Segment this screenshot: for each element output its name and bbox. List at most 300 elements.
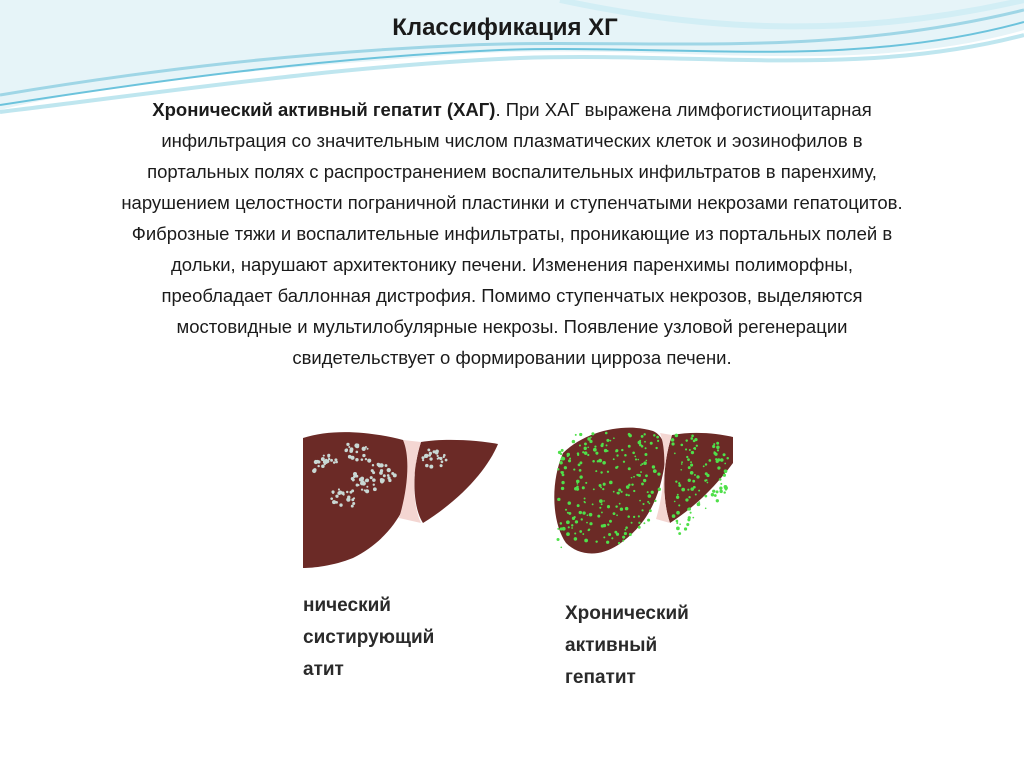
infiltrate-spot: [688, 466, 691, 469]
infiltrate-spot: [644, 441, 646, 443]
infiltrate-spot: [441, 460, 444, 463]
infiltrate-spot: [656, 436, 659, 439]
paragraph-line: мостовидные и мультилобулярные некрозы. Появление узловой регенерации: [176, 316, 848, 337]
infiltrate-spot: [587, 514, 589, 516]
infiltrate-spot: [600, 471, 602, 473]
infiltrate-spot: [604, 449, 608, 453]
infiltrate-spot: [690, 461, 692, 463]
infiltrate-spot: [613, 437, 615, 439]
infiltrate-spot: [562, 474, 565, 477]
infiltrate-spot: [330, 497, 333, 500]
infiltrate-spot: [355, 458, 358, 461]
infiltrate-spot: [572, 440, 575, 443]
infiltrate-spot: [678, 532, 681, 535]
infiltrate-spot: [597, 460, 599, 462]
infiltrate-spot: [339, 503, 342, 506]
infiltrate-spot: [353, 479, 355, 481]
infiltrate-spot: [641, 509, 643, 511]
infiltrate-spot: [613, 512, 616, 515]
infiltrate-spot: [606, 541, 609, 544]
infiltrate-spot: [606, 439, 609, 442]
infiltrate-spot: [675, 434, 679, 438]
infiltrate-spot: [387, 476, 390, 479]
infiltrate-spot: [595, 452, 598, 455]
paragraph-lead: Хронический активный гепатит (ХАГ): [152, 99, 496, 120]
infiltrate-spot: [630, 534, 632, 536]
infiltrate-spot: [681, 488, 685, 492]
infiltrate-spot: [557, 538, 560, 541]
infiltrate-spot: [714, 494, 717, 497]
infiltrate-spot: [609, 520, 612, 523]
infiltrate-spot: [562, 457, 566, 461]
infiltrate-spot: [631, 477, 633, 479]
infiltrate-spot: [649, 509, 652, 512]
infiltrate-spot: [638, 441, 642, 445]
infiltrate-spot: [565, 509, 567, 511]
infiltrate-spot: [584, 539, 588, 543]
infiltrate-spot: [605, 432, 608, 435]
infiltrate-spot: [616, 533, 619, 536]
paragraph-line: Фиброзные тяжи и воспалительные инфильтраты, проникающие из портальных полей в: [131, 223, 893, 244]
infiltrate-spot: [429, 452, 432, 455]
infiltrate-spot: [373, 487, 377, 491]
infiltrate-spot: [571, 527, 573, 529]
infiltrate-spot: [633, 476, 635, 478]
infiltrate-spot: [372, 464, 374, 466]
infiltrate-spot: [621, 449, 623, 451]
infiltrate-spot: [628, 494, 630, 496]
infiltrate-spot: [566, 532, 570, 536]
infiltrate-spot: [643, 461, 647, 465]
infiltrate-spot: [579, 444, 581, 446]
infiltrate-spot: [557, 499, 559, 501]
infiltrate-spot: [573, 468, 575, 470]
caption-line: систирующий: [303, 627, 435, 648]
infiltrate-spot: [332, 492, 334, 494]
infiltrate-spot: [566, 520, 570, 524]
infiltrate-spot: [559, 461, 563, 465]
infiltrate-spot: [348, 455, 352, 459]
infiltrate-spot: [686, 523, 689, 526]
infiltrate-spot: [595, 540, 597, 542]
infiltrate-spot: [440, 464, 443, 467]
infiltrate-spot: [647, 501, 649, 503]
infiltrate-spot: [679, 523, 681, 525]
infiltrate-spot: [687, 458, 690, 461]
infiltrate-spot: [657, 473, 660, 476]
infiltrate-spot: [674, 501, 676, 503]
infiltrate-spot: [603, 483, 606, 486]
infiltrate-spot: [627, 515, 630, 518]
infiltrate-spot: [647, 519, 650, 522]
infiltrate-spot: [690, 512, 692, 514]
infiltrate-spot: [691, 435, 694, 438]
infiltrate-spot: [341, 491, 345, 495]
infiltrate-spot: [594, 448, 597, 451]
infiltrate-spot: [637, 459, 639, 461]
infiltrate-spot: [716, 442, 719, 445]
infiltrate-spot: [606, 444, 608, 446]
infiltrate-spot: [569, 458, 571, 460]
infiltrate-spot: [607, 471, 609, 473]
infiltrate-spot: [560, 522, 563, 525]
infiltrate-spot: [685, 448, 687, 450]
infiltrate-spot: [567, 455, 569, 457]
infiltrate-spot: [373, 484, 375, 486]
infiltrate-spot: [713, 443, 715, 445]
infiltrate-spot: [633, 516, 635, 518]
infiltrate-spot: [676, 526, 680, 530]
infiltrate-spot: [317, 465, 319, 467]
infiltrate-spot: [568, 526, 570, 528]
infiltrate-spot: [615, 505, 617, 507]
infiltrate-spot: [557, 528, 559, 530]
infiltrate-spot: [698, 490, 700, 492]
caption-line: Хронический: [565, 603, 689, 624]
paragraph-line: свидетельствует о формировании цирроза печени.: [292, 347, 732, 368]
caption-line: нический: [303, 595, 391, 616]
infiltrate-spot: [346, 491, 348, 493]
infiltrate-spot: [620, 508, 623, 511]
infiltrate-spot: [643, 479, 646, 482]
infiltrate-spot: [585, 482, 587, 484]
infiltrate-spot: [380, 478, 384, 482]
infiltrate-spot: [314, 469, 317, 472]
infiltrate-spot: [365, 446, 367, 448]
infiltrate-spot: [623, 461, 625, 463]
infiltrate-spot: [657, 440, 659, 442]
infiltrate-spot: [703, 465, 705, 467]
liver-active-image: [548, 423, 733, 573]
infiltrate-spot: [618, 489, 621, 492]
infiltrate-spot: [364, 489, 366, 491]
infiltrate-spot: [615, 450, 617, 452]
infiltrate-spot: [365, 479, 369, 483]
infiltrate-spot: [589, 440, 592, 443]
infiltrate-spot: [723, 474, 726, 477]
infiltrate-spot: [624, 532, 627, 535]
paragraph-line: дольки, нарушают архитектонику печени. Изменения паренхимы полиморфны,: [171, 254, 853, 275]
infiltrate-spot: [379, 463, 383, 467]
infiltrate-spot: [603, 524, 606, 527]
infiltrate-spot: [355, 475, 358, 478]
infiltrate-spot: [361, 458, 364, 461]
infiltrate-spot: [681, 463, 683, 465]
infiltrate-spot: [676, 520, 679, 523]
infiltrate-spot: [579, 469, 582, 472]
infiltrate-spot: [568, 501, 572, 505]
infiltrate-spot: [603, 500, 605, 502]
infiltrate-spot: [593, 488, 595, 490]
infiltrate-spot: [571, 524, 573, 526]
infiltrate-spot: [567, 512, 569, 514]
infiltrate-spot: [337, 491, 341, 495]
infiltrate-spot: [592, 503, 594, 505]
infiltrate-spot: [625, 494, 627, 496]
infiltrate-spot: [654, 500, 656, 502]
infiltrate-spot: [723, 491, 725, 493]
infiltrate-spot: [366, 448, 368, 450]
infiltrate-spot: [688, 479, 691, 482]
infiltrate-spot: [648, 494, 652, 498]
infiltrate-spot: [644, 453, 647, 456]
infiltrate-spot: [617, 492, 620, 495]
infiltrate-spot: [394, 475, 396, 477]
infiltrate-spot: [725, 488, 727, 490]
infiltrate-spot: [711, 493, 714, 496]
caption-line: гепатит: [565, 667, 636, 688]
infiltrate-spot: [346, 497, 350, 501]
infiltrate-spot: [628, 484, 630, 486]
infiltrate-spot: [685, 439, 687, 441]
infiltrate-spot: [589, 522, 592, 525]
infiltrate-spot: [562, 471, 564, 473]
body-paragraph: [0, 94, 1024, 373]
infiltrate-spot: [619, 503, 621, 505]
infiltrate-spot: [717, 458, 720, 461]
infiltrate-spot: [694, 438, 697, 441]
infiltrate-spot: [716, 445, 720, 449]
infiltrate-spot: [599, 484, 602, 487]
infiltrate-spot: [713, 452, 716, 455]
infiltrate-spot: [655, 447, 657, 449]
infiltrate-spot: [616, 454, 618, 456]
infiltrate-spot: [609, 481, 613, 485]
infiltrate-spot: [424, 454, 428, 458]
infiltrate-spot: [564, 466, 567, 469]
infiltrate-spot: [443, 454, 446, 457]
infiltrate-spot: [690, 471, 694, 475]
infiltrate-spot: [628, 467, 631, 470]
infiltrate-spot: [352, 502, 355, 505]
infiltrate-spot: [613, 491, 615, 493]
infiltrate-spot: [696, 475, 699, 478]
paragraph-line: нарушением целостности пограничной пластинки и ступенчатыми некрозами гепатоцитов.: [121, 192, 903, 213]
caption-chronic-persistent: [303, 590, 434, 686]
infiltrate-spot: [602, 488, 604, 490]
infiltrate-spot: [621, 491, 623, 493]
infiltrate-spot: [387, 474, 390, 477]
infiltrate-spot: [681, 461, 683, 463]
infiltrate-spot: [726, 457, 728, 459]
infiltrate-spot: [680, 444, 683, 447]
infiltrate-spot: [582, 511, 585, 514]
infiltrate-spot: [371, 469, 374, 472]
infiltrate-spot: [631, 522, 633, 524]
infiltrate-spot: [601, 503, 603, 505]
infiltrate-spot: [362, 454, 365, 457]
caption-chronic-active: [565, 598, 689, 694]
infiltrate-spot: [582, 486, 585, 489]
infiltrate-spot: [691, 451, 694, 454]
infiltrate-spot: [607, 505, 610, 508]
infiltrate-spot: [613, 458, 615, 460]
infiltrate-spot: [365, 489, 369, 493]
infiltrate-spot: [649, 503, 651, 505]
infiltrate-spot: [584, 447, 587, 450]
infiltrate-spot: [631, 483, 633, 485]
infiltrate-spot: [591, 432, 594, 435]
caption-line: активный: [565, 635, 658, 656]
infiltrate-spot: [589, 513, 593, 517]
infiltrate-spot: [640, 471, 642, 473]
infiltrate-spot: [635, 458, 637, 460]
infiltrate-spot: [707, 482, 709, 484]
infiltrate-spot: [645, 447, 647, 449]
infiltrate-spot: [383, 474, 386, 477]
infiltrate-spot: [641, 435, 644, 438]
infiltrate-spot: [422, 459, 424, 461]
infiltrate-spot: [351, 505, 354, 508]
infiltrate-spot: [684, 527, 687, 530]
infiltrate-spot: [445, 459, 448, 462]
infiltrate-spot: [370, 476, 373, 479]
infiltrate-spot: [590, 436, 592, 438]
infiltrate-spot: [372, 478, 376, 482]
infiltrate-spot: [601, 443, 603, 445]
slide-title: Классификация ХГ: [392, 14, 618, 41]
infiltrate-spot: [561, 481, 564, 484]
infiltrate-spot: [597, 515, 600, 518]
infiltrate-spot: [644, 433, 646, 435]
infiltrate-spot: [438, 457, 440, 459]
infiltrate-spot: [582, 533, 584, 535]
infiltrate-spot: [425, 464, 428, 467]
infiltrate-spot: [642, 503, 644, 505]
infiltrate-spot: [724, 485, 728, 489]
infiltrate-spot: [356, 444, 359, 447]
infiltrate-spot: [587, 454, 589, 456]
infiltrate-spot: [690, 437, 693, 440]
infiltrate-spot: [360, 477, 364, 481]
infiltrate-spot: [712, 490, 715, 493]
infiltrate-spot: [599, 499, 603, 503]
infiltrate-spot: [719, 490, 722, 493]
infiltrate-spot: [602, 461, 606, 465]
infiltrate-spot: [690, 487, 694, 491]
infiltrate-spot: [348, 446, 350, 448]
infiltrate-spot: [709, 459, 712, 462]
infiltrate-spot: [638, 526, 641, 529]
infiltrate-spot: [653, 469, 657, 473]
infiltrate-spot: [581, 518, 583, 520]
infiltrate-spot: [653, 434, 655, 436]
infiltrate-spot: [692, 480, 695, 483]
infiltrate-spot: [633, 490, 635, 492]
infiltrate-spot: [676, 522, 678, 524]
infiltrate-spot: [628, 445, 631, 448]
infiltrate-spot: [365, 458, 367, 460]
infiltrate-spot: [674, 452, 676, 454]
infiltrate-spot: [351, 498, 354, 501]
infiltrate-spot: [558, 451, 561, 454]
paragraph-line: инфильтрация со значительным числом плазматических клеток и эозинофилов в: [161, 130, 863, 151]
infiltrate-spot: [592, 460, 595, 463]
infiltrate-spot: [334, 458, 337, 461]
infiltrate-spot: [724, 463, 726, 465]
liver-illustration: [303, 388, 733, 688]
infiltrate-spot: [333, 461, 336, 464]
infiltrate-spot: [685, 498, 688, 501]
infiltrate-spot: [692, 517, 694, 519]
infiltrate-spot: [632, 451, 635, 454]
paragraph-line-1: [0, 94, 1024, 125]
infiltrate-spot: [576, 488, 579, 491]
infiltrate-spot: [437, 455, 439, 457]
infiltrate-spot: [323, 460, 327, 464]
infiltrate-spot: [584, 451, 588, 455]
infiltrate-spot: [637, 474, 640, 477]
infiltrate-spot: [641, 445, 644, 448]
infiltrate-spot: [639, 500, 641, 502]
infiltrate-spot: [584, 442, 587, 445]
infiltrate-spot: [435, 451, 438, 454]
infiltrate-spot: [706, 474, 709, 477]
infiltrate-spot: [638, 515, 640, 517]
infiltrate-spot: [697, 503, 701, 507]
infiltrate-spot: [712, 445, 715, 448]
infiltrate-spot: [723, 453, 726, 456]
caption-line: атит: [303, 659, 344, 680]
paragraph-line: портальных полях с распространением воспалительных инфильтратов в паренхиму,: [147, 161, 877, 182]
infiltrate-spot: [330, 459, 333, 462]
infiltrate-spot: [717, 449, 719, 451]
infiltrate-spot: [356, 484, 359, 487]
infiltrate-spot: [611, 537, 613, 539]
infiltrate-spot: [579, 475, 582, 478]
infiltrate-spot: [361, 488, 363, 490]
infiltrate-spot: [608, 533, 611, 536]
infiltrate-spot: [579, 530, 582, 533]
infiltrate-spot: [584, 502, 586, 504]
infiltrate-spot: [615, 466, 618, 469]
infiltrate-spot: [362, 480, 365, 483]
infiltrate-spot: [572, 517, 575, 520]
infiltrate-spot: [676, 511, 680, 515]
infiltrate-spot: [618, 542, 620, 544]
infiltrate-spot: [579, 433, 582, 436]
infiltrate-spot: [724, 469, 728, 473]
infiltrate-spot: [695, 494, 697, 496]
infiltrate-spot: [366, 486, 368, 488]
infiltrate-spot: [645, 474, 648, 477]
infiltrate-spot: [594, 446, 596, 448]
infiltrate-spot: [641, 483, 644, 486]
infiltrate-spot: [379, 471, 383, 475]
infiltrate-spot: [560, 546, 562, 548]
infiltrate-spot: [720, 483, 722, 485]
infiltrate-spot: [686, 456, 688, 458]
infiltrate-spot: [561, 487, 564, 490]
infiltrate-spot: [561, 449, 564, 452]
infiltrate-spot: [429, 465, 433, 469]
paragraph-line: преобладает баллонная дистрофия. Помимо ступенчатых некрозов, выделяются: [161, 285, 863, 306]
infiltrate-spot: [676, 496, 679, 499]
infiltrate-spot: [696, 445, 698, 447]
infiltrate-spot: [716, 490, 719, 493]
infiltrate-spot: [384, 464, 387, 467]
infiltrate-spot: [577, 483, 579, 485]
infiltrate-spot: [387, 468, 391, 472]
infiltrate-spot: [574, 532, 576, 534]
infiltrate-spot: [675, 480, 677, 482]
infiltrate-spot: [577, 504, 580, 507]
infiltrate-spot: [603, 536, 605, 538]
infiltrate-spot: [652, 465, 655, 468]
infiltrate-spot: [694, 448, 696, 450]
paragraph-line-1-rest: . При ХАГ выражена лимфогистиоцитарная: [495, 99, 872, 120]
infiltrate-spot: [323, 455, 325, 457]
